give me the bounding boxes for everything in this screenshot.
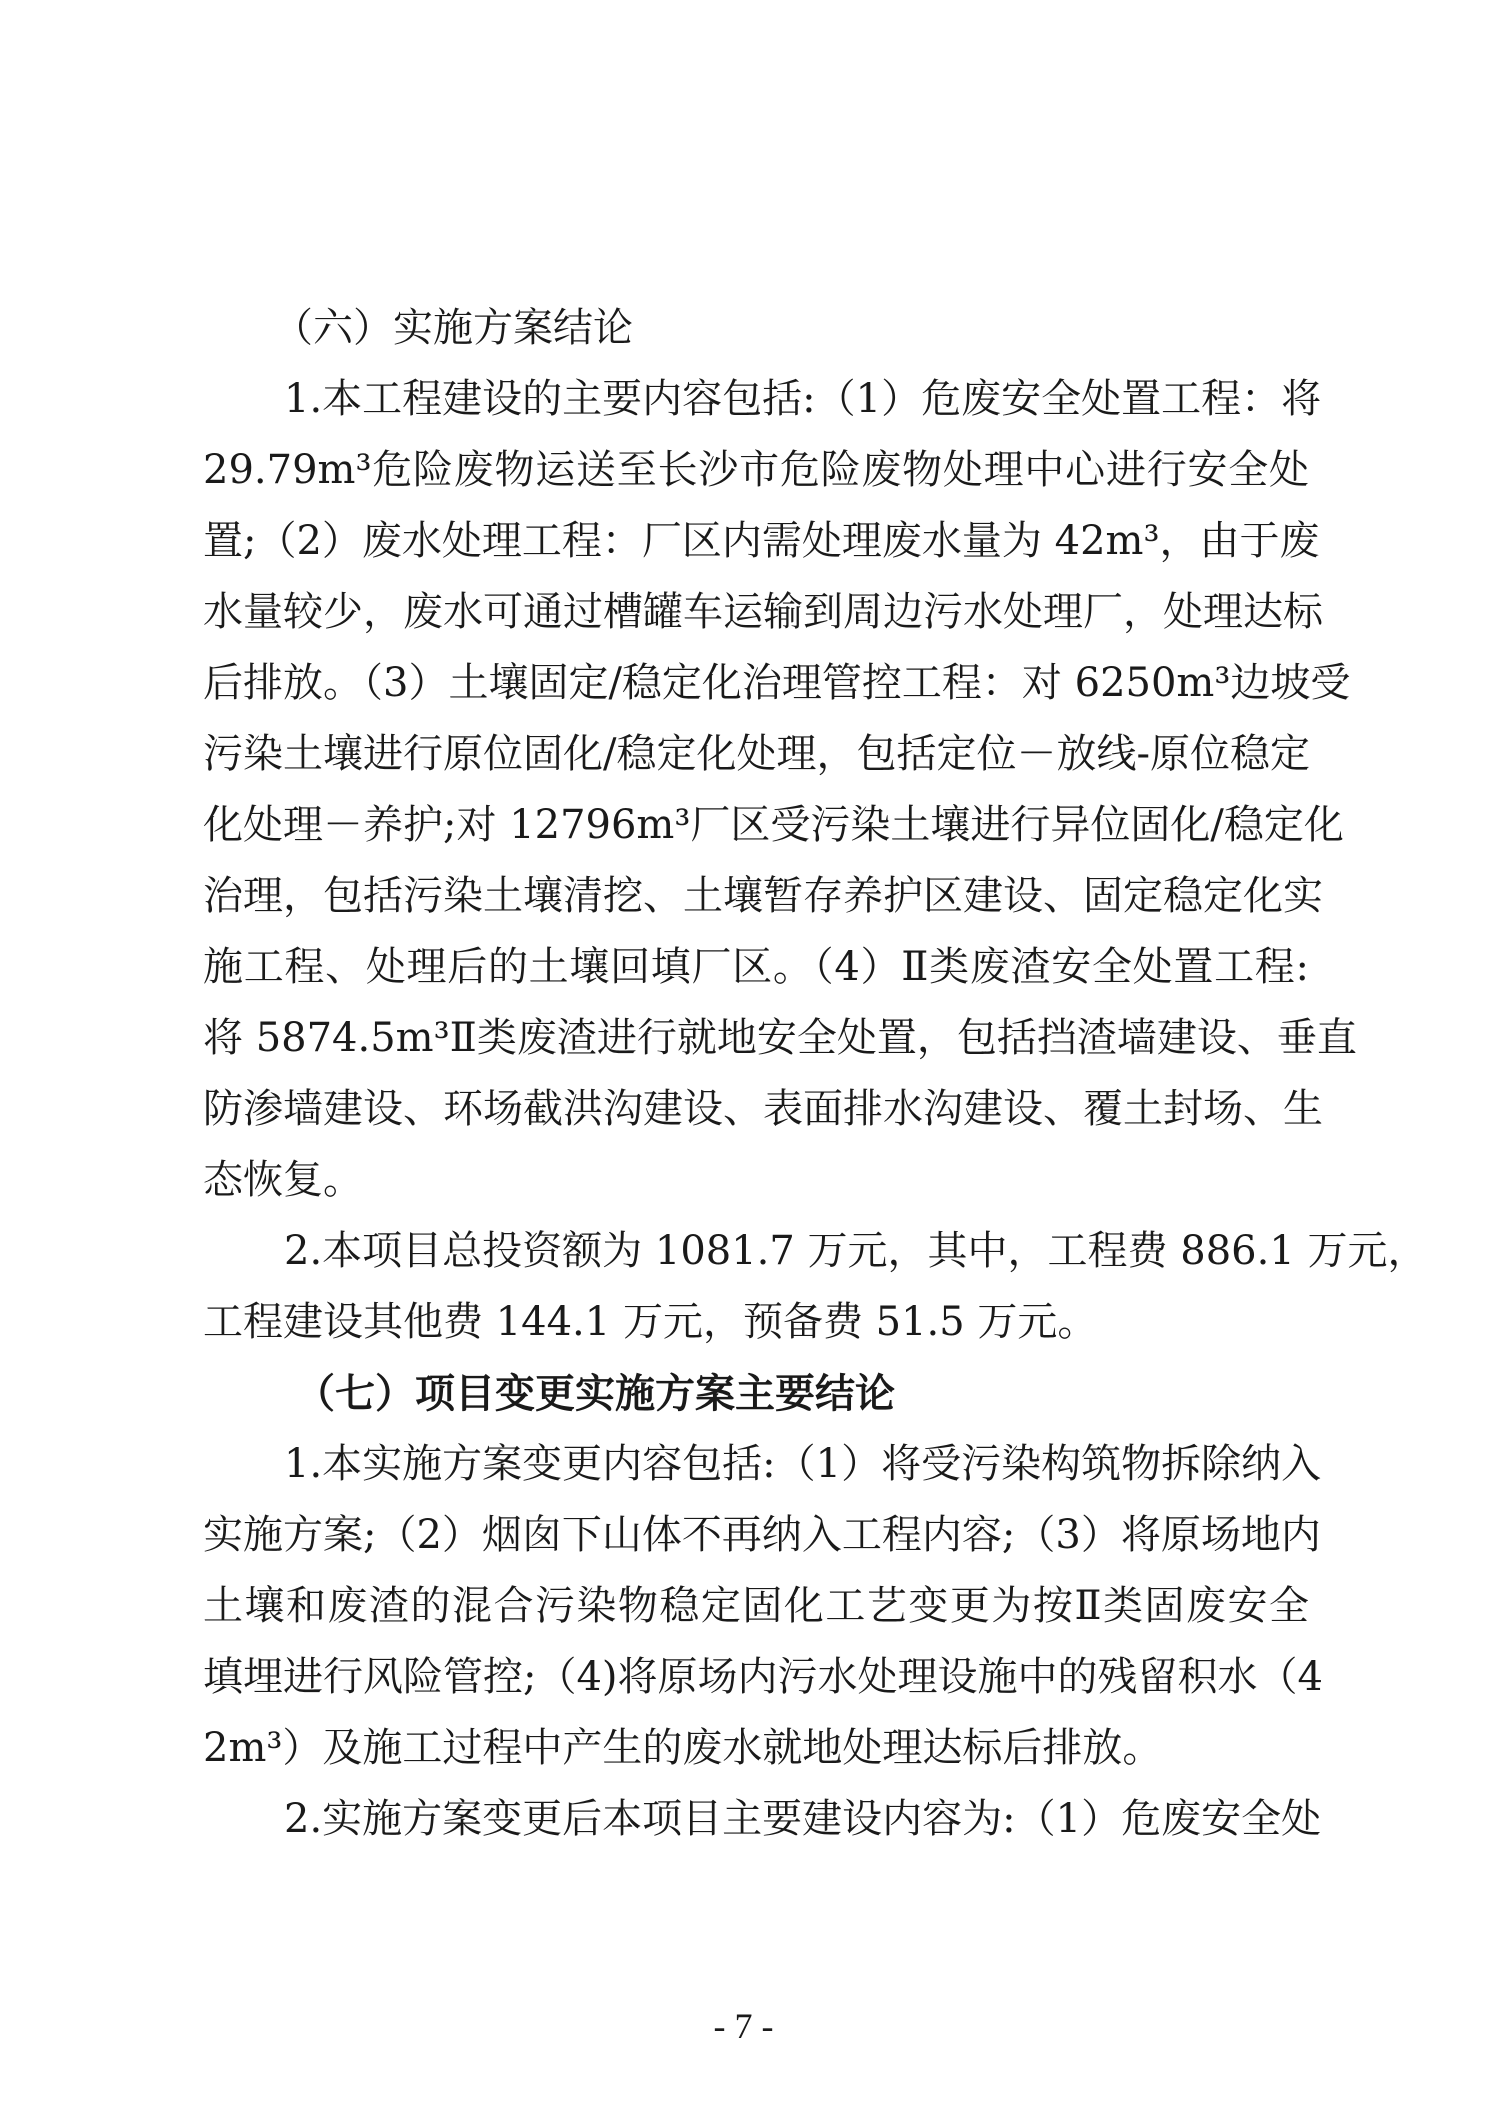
- section-heading: （六）实施方案结论: [273, 305, 633, 351]
- paragraph-line: 工程建设其他费 144.1 万元，预备费 51.5 万元。: [203, 1299, 1098, 1345]
- paragraph-line: 污染土壤进行原位固化/稳定化处理，包括定位－放线-原位稳定: [203, 731, 1310, 777]
- section-heading: （七）项目变更实施方案主要结论: [295, 1370, 895, 1417]
- paragraph-line: 2m³）及施工过程中产生的废水就地处理达标后排放。: [203, 1725, 1163, 1771]
- paragraph-line: 水量较少，废水可通过槽罐车运输到周边污水处理厂，处理达标: [203, 589, 1323, 635]
- paragraph-line: 防渗墙建设、环场截洪沟建设、表面排水沟建设、覆土封场、生: [203, 1086, 1323, 1132]
- paragraph-line: 将 5874.5m³Ⅱ类废渣进行就地安全处置，包括挡渣墙建设、垂直: [203, 1015, 1357, 1061]
- document-body: [203, 293, 1428, 1855]
- paragraph-line: 1.本工程建设的主要内容包括:（1）危废安全处置工程：将: [284, 376, 1322, 422]
- paragraph-line: 施工程、处理后的土壤回填厂区。（4）Ⅱ类废渣安全处置工程:: [203, 944, 1309, 990]
- paragraph-line: 治理，包括污染土壤清挖、土壤暂存养护区建设、固定稳定化实: [203, 873, 1323, 919]
- paragraph-line: 态恢复。: [203, 1157, 363, 1203]
- paragraph-line: 化处理－养护;对 12796m³厂区受污染土壤进行异位固化/稳定化: [203, 802, 1344, 848]
- paragraph-line: 2.本项目总投资额为 1081.7 万元，其中，工程费 886.1 万元，: [284, 1228, 1428, 1274]
- page-number: - 7 -: [713, 2006, 774, 2046]
- paragraph-line: 实施方案;（2）烟囱下山体不再纳入工程内容;（3）将原场地内: [203, 1512, 1321, 1558]
- paragraph-line: 后排放。（3）土壤固定/稳定化治理管控工程：对 6250m³边坡受: [203, 660, 1351, 706]
- paragraph-line: 填埋进行风险管控;（4)将原场内污水处理设施中的残留积水（4: [203, 1654, 1323, 1700]
- paragraph-line: 1.本实施方案变更内容包括:（1）将受污染构筑物拆除纳入: [284, 1441, 1322, 1487]
- paragraph-line: 置;（2）废水处理工程：厂区内需处理废水量为 42m³，由于废: [203, 518, 1320, 564]
- paragraph-line: 29.79m³危险废物运送至长沙市危险废物处理中心进行安全处: [203, 447, 1309, 493]
- paragraph-line: 2.实施方案变更后本项目主要建设内容为:（1）危废安全处: [284, 1796, 1322, 1842]
- paragraph-line: 土壤和废渣的混合污染物稳定固化工艺变更为按Ⅱ类固废安全: [203, 1583, 1309, 1629]
